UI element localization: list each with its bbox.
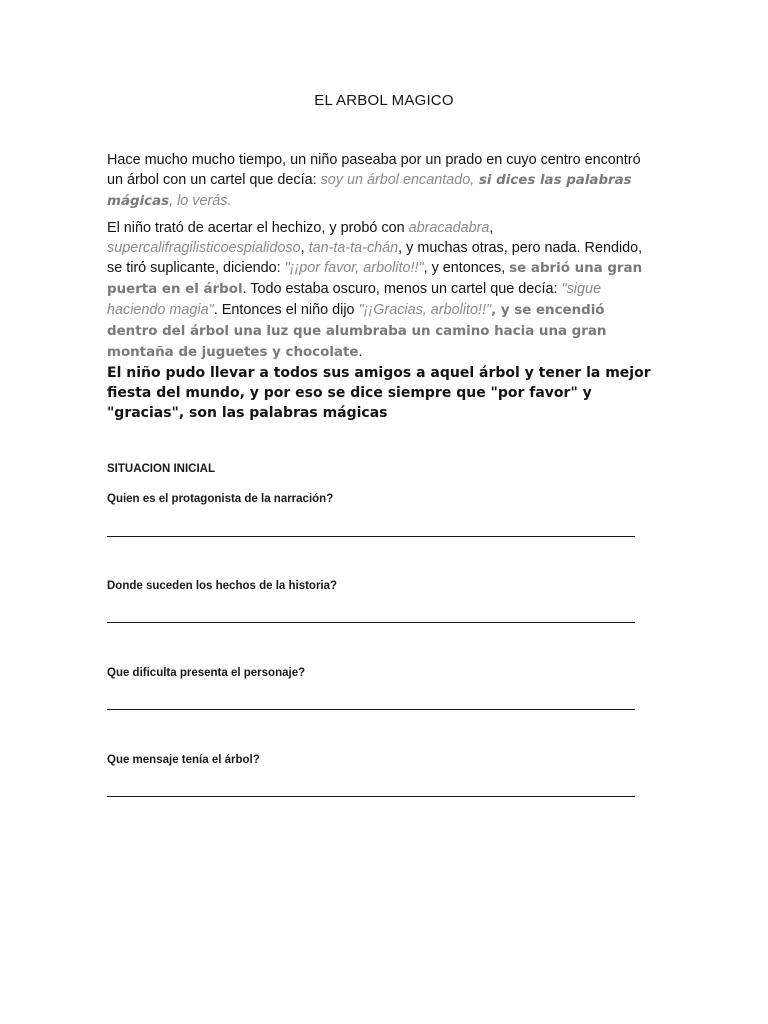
question-2: Donde suceden los hechos de la historia? xyxy=(107,580,338,592)
text-run-bold-italic: si dices las palabras mágicas xyxy=(107,173,632,209)
text-run: , xyxy=(300,240,309,256)
question-3: Que dificulta presenta el personaje? xyxy=(107,667,306,679)
text-run: El niño trató de acertar el hechizo, y probó con xyxy=(107,220,409,236)
text-run: , y muchas otras, pero nada. Rendido, se tiró suplicante, diciendo: xyxy=(107,240,643,276)
text-run-italic: supercalifragilisticoespialidoso xyxy=(107,240,301,256)
document-title: EL ARBOL MAGICO xyxy=(314,92,454,109)
text-run-bold: se abrió una gran puerta en el árbol xyxy=(107,261,643,297)
text-run-italic: abracadabra xyxy=(408,220,490,236)
answer-line-1[interactable] xyxy=(107,536,635,537)
text-run-italic: "¡¡Gracias, arbolito!!" xyxy=(358,302,492,318)
story-paragraph-2 xyxy=(107,218,652,363)
text-run: . xyxy=(358,344,363,360)
text-run-italic: "sigue haciendo magia" xyxy=(107,281,601,318)
text-run: , y entonces, xyxy=(423,260,510,276)
text-run-italic: "¡¡por favor, arbolito!!" xyxy=(284,260,424,276)
text-run-italic: tan-ta-ta-chán xyxy=(308,240,399,256)
text-run-bold: , y se encendió dentro del árbol una luz que alumbraba un camino hacia una gran montaña de juguetes y chocolate xyxy=(107,303,607,360)
question-1: Quien es el protagonista de la narración? xyxy=(107,493,334,505)
answer-line-2[interactable] xyxy=(107,622,635,623)
text-run-italic: soy un árbol encantado, xyxy=(320,172,475,188)
answer-line-4[interactable] xyxy=(107,796,635,797)
section-heading: SITUACION INICIAL xyxy=(107,463,215,475)
question-4: Que mensaje tenía el árbol? xyxy=(107,754,260,766)
answer-line-3[interactable] xyxy=(107,709,635,710)
story-conclusion: El niño pudo llevar a todos sus amigos a aquel árbol y tener la mejor fiesta del mundo, y por eso se dice siempre que "por favor" y "gracias", son las palabras mágicas xyxy=(107,365,651,421)
text-run: , xyxy=(489,220,494,236)
text-run: Hace mucho mucho tiempo, un niño paseaba por un prado en cuyo centro encontró un árbol con un cartel que decía: xyxy=(107,152,641,188)
text-run: . Entonces el niño dijo xyxy=(213,302,359,318)
text-run: . Todo estaba oscuro, menos un cartel que decía: xyxy=(242,281,562,297)
text-run-italic: , lo verás. xyxy=(169,193,232,209)
story-paragraph-1 xyxy=(107,150,652,212)
